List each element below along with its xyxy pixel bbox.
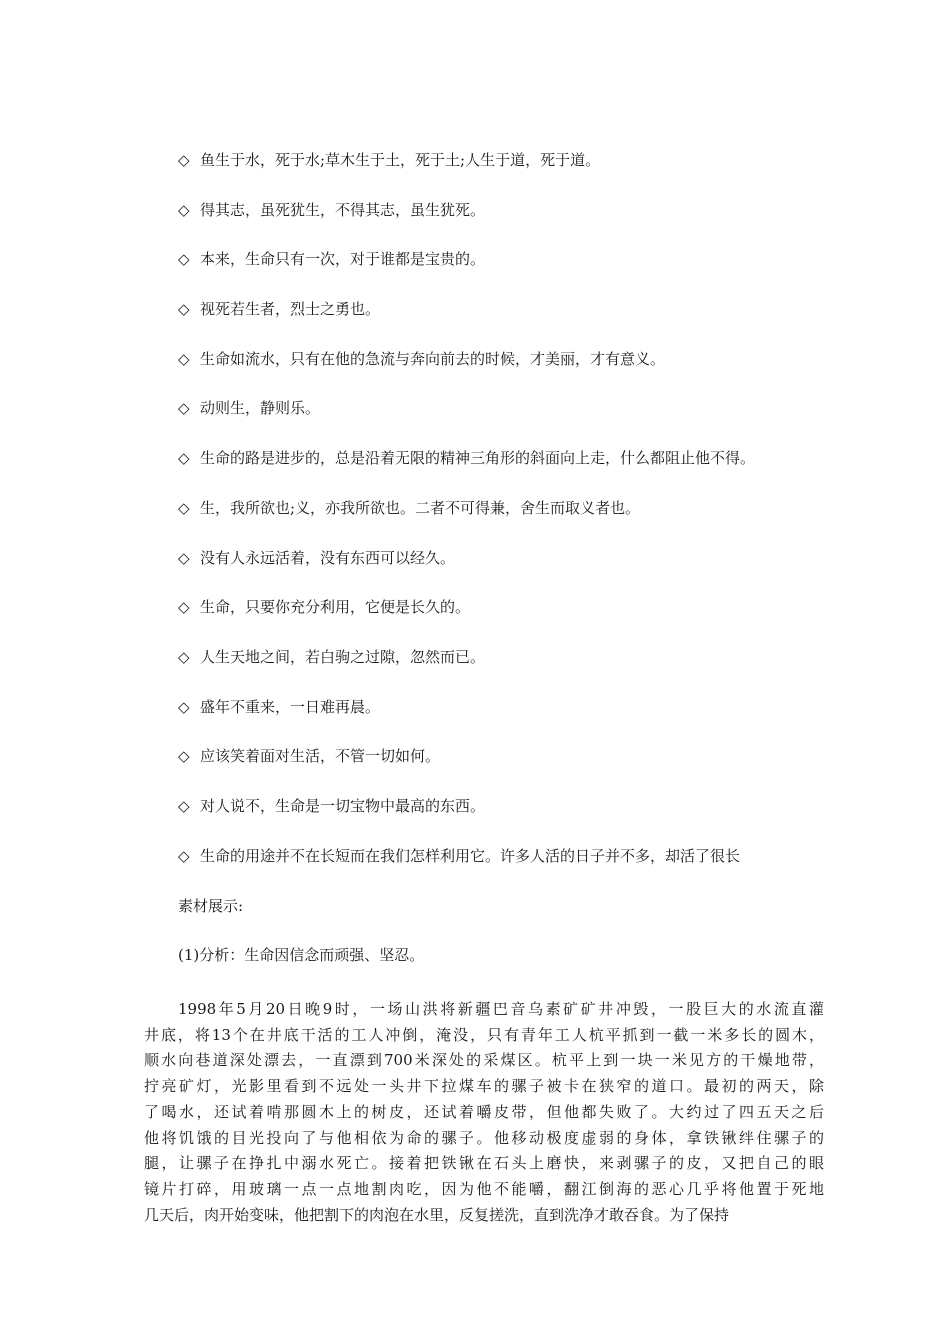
story-line: 了喝水，还试着啃那圆木上的树皮，还试着嚼皮带，但他都失败了。大约过了四五天之后 <box>144 1102 824 1121</box>
quote-item <box>178 645 838 695</box>
quote-item <box>178 446 838 496</box>
quote-item <box>178 347 838 397</box>
diamond-bullet-icon: ◇ <box>178 449 190 468</box>
quote-item <box>178 198 838 248</box>
diamond-bullet-icon: ◇ <box>178 598 190 617</box>
quote-list <box>178 148 838 893</box>
diamond-bullet-icon: ◇ <box>178 151 190 169</box>
quote-item <box>178 844 838 894</box>
diamond-bullet-icon: ◇ <box>178 498 190 517</box>
diamond-bullet-icon: ◇ <box>178 796 190 815</box>
quote-item <box>178 595 838 645</box>
quote-item <box>178 546 838 596</box>
diamond-bullet-icon: ◇ <box>178 300 190 319</box>
quote-item <box>178 247 838 297</box>
quote-item <box>178 496 838 546</box>
diamond-bullet-icon: ◇ <box>178 349 190 368</box>
story-paragraph <box>144 997 824 1228</box>
quote-text: 生命，只要你充分利用，它便是长久的。 <box>200 598 471 617</box>
quote-text: 得其志，虽死犹生，不得其志，虽生犹死。 <box>200 200 486 219</box>
quote-text: 鱼生于水，死于水;草木生于土，死于土;人生于道，死于道。 <box>200 151 601 169</box>
quote-item <box>178 396 838 446</box>
story-line: 1998年5月20日晚9时，一场山洪将新疆巴音乌素矿矿井冲毁，一股巨大的水流直灌 <box>178 1000 824 1018</box>
quote-text: 本来，生命只有一次，对于谁都是宝贵的。 <box>200 250 486 269</box>
diamond-bullet-icon: ◇ <box>178 747 190 766</box>
quote-text: 动则生，静则乐。 <box>200 399 321 418</box>
quote-text: 视死若生者，烈士之勇也。 <box>200 300 381 319</box>
quote-text: 盛年不重来，一日难再晨。 <box>200 697 381 716</box>
quote-text: 没有人永远活着，没有东西可以经久。 <box>200 548 456 567</box>
story-line: 井底，将13个在井底干活的工人冲倒，淹没，只有青年工人杭平抓到一截一米多长的圆木， <box>144 1025 824 1044</box>
quote-item <box>178 744 838 794</box>
quote-item <box>178 794 838 844</box>
diamond-bullet-icon: ◇ <box>178 250 190 269</box>
diamond-bullet-icon: ◇ <box>178 647 190 666</box>
story-line: 腿，让骡子在挣扎中溺水死亡。接着把铁锹在石头上磨快，来剥骡子的皮，又把自己的眼 <box>144 1154 824 1173</box>
quote-item <box>178 695 838 745</box>
quote-item <box>178 148 838 198</box>
diamond-bullet-icon: ◇ <box>178 846 190 865</box>
diamond-bullet-icon: ◇ <box>178 548 190 567</box>
story-line: 顺水向巷道深处漂去，一直漂到700米深处的采煤区。杭平上到一块一米见方的干燥地带， <box>144 1051 824 1070</box>
section-title: 素材展示: <box>178 897 244 915</box>
story-line: 拧亮矿灯，光影里看到不远处一头井下拉煤车的骡子被卡在狭窄的道口。最初的两天，除 <box>144 1077 824 1096</box>
analysis-heading: (1)分析：生命因信念而顽强、坚忍。 <box>178 946 425 964</box>
quote-text: 生命的用途并不在长短而在我们怎样利用它。许多人活的日子并不多，却活了很长 <box>200 846 741 865</box>
story-line: 他将饥饿的目光投向了与他相依为命的骡子。他移动极度虚弱的身体，拿铁锹绊住骡子的 <box>144 1128 824 1147</box>
quote-text: 生命如流水，只有在他的急流与奔向前去的时候，才美丽，才有意义。 <box>200 349 666 368</box>
story-line: 镜片打碎，用玻璃一点一点地割肉吃，因为他不能嚼，翻江倒海的恶心几乎将他置于死地 <box>144 1179 824 1198</box>
quote-item <box>178 297 838 347</box>
story-line: 几天后，肉开始变味，他把割下的肉泡在水里，反复搓洗，直到洗净才敢吞食。为了保持 <box>144 1205 730 1224</box>
quote-text: 生命的路是进步的，总是沿着无限的精神三角形的斜面向上走，什么都阻止他不得。 <box>200 449 756 468</box>
quote-text: 对人说不，生命是一切宝物中最高的东西。 <box>200 796 486 815</box>
diamond-bullet-icon: ◇ <box>178 200 190 219</box>
diamond-bullet-icon: ◇ <box>178 399 190 418</box>
diamond-bullet-icon: ◇ <box>178 697 190 716</box>
quote-text: 生，我所欲也;义，亦我所欲也。二者不可得兼，舍生而取义者也。 <box>200 498 641 517</box>
quote-text: 人生天地之间，若白驹之过隙，忽然而已。 <box>200 647 486 666</box>
quote-text: 应该笑着面对生活，不管一切如何。 <box>200 747 441 766</box>
